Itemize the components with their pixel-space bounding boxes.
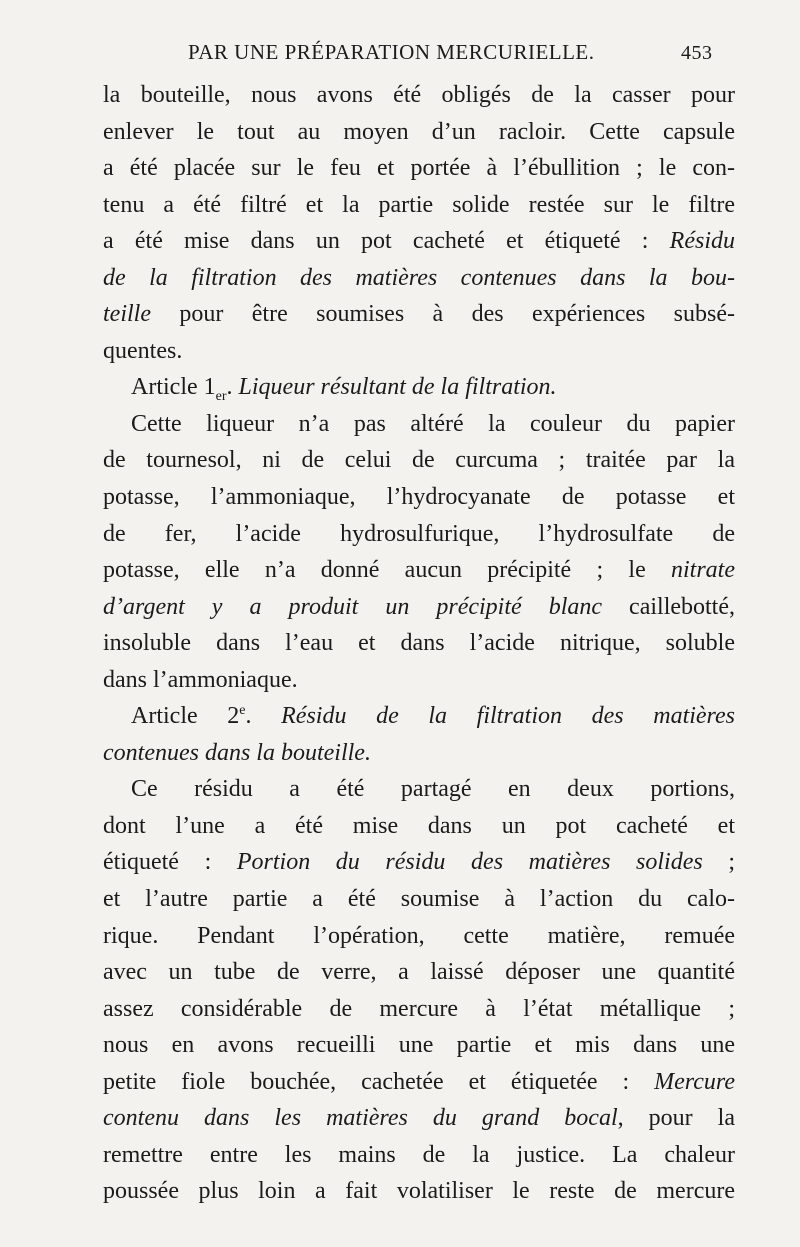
text-line [103, 808, 735, 845]
text-line [103, 918, 735, 955]
ordinal-suffix: e [239, 703, 246, 719]
text-run: et l’autre partie a été soumise à l’action du calo- [103, 886, 735, 913]
text-run: poussée plus loin a fait volatiliser le reste de mercure [103, 1178, 735, 1205]
text-run: Ce résidu a été partagé en deux portions, [131, 776, 735, 803]
italic-text: nitrate [671, 557, 735, 584]
text-run: Article 2 [131, 703, 240, 730]
text-run: potasse, elle n’a donné aucun précipité ; le [103, 557, 671, 584]
text-line [103, 1137, 735, 1174]
text-line [103, 1027, 735, 1064]
text-line [103, 991, 735, 1028]
text-line [103, 1173, 735, 1210]
text-run: enlever le tout au moyen d’un racloir. Cette capsule [103, 118, 735, 145]
text-run: caillebotté, [602, 593, 735, 620]
text-line [103, 954, 735, 991]
text-line [103, 369, 735, 406]
text-line [103, 333, 735, 370]
text-run: rique. Pendant l’opération, cette matière, remuée [103, 922, 735, 949]
text-run: . [226, 374, 239, 401]
italic-text: teille [103, 301, 151, 328]
text-line [103, 552, 735, 589]
text-line [103, 735, 735, 772]
page-header [0, 40, 800, 70]
text-line [103, 296, 735, 333]
text-line [103, 223, 735, 260]
text-run: a été placée sur le feu et portée à l’ébullition ; le con- [103, 155, 735, 182]
text-run: assez considérable de mercure à l’état métallique ; [103, 995, 735, 1022]
text-line [103, 406, 735, 443]
italic-text: d’argent y a produit un précipité blanc [103, 593, 603, 620]
text-line [103, 260, 735, 297]
text-line [103, 114, 735, 151]
text-line [103, 1100, 735, 1137]
text-line [103, 1064, 735, 1101]
text-line [103, 442, 735, 479]
text-line [103, 516, 735, 553]
text-line [103, 698, 735, 735]
ordinal-suffix: er [215, 389, 227, 405]
text-run: dans l’ammoniaque. [103, 666, 298, 693]
text-run: de tournesol, ni de celui de curcuma ; traitée par la [103, 447, 735, 474]
page-number: 453 [681, 42, 713, 64]
italic-text: contenu dans les matières du grand bocal [103, 1105, 618, 1132]
italic-text: Résidu de la filtration des matières [281, 703, 736, 730]
italic-text: Mercure [654, 1068, 735, 1095]
text-run: la bouteille, nous avons été obligés de la casser pour [103, 82, 735, 108]
text-line [103, 771, 735, 808]
text-line [103, 625, 735, 662]
text-run: remettre entre les mains de la justice. La chaleur [103, 1141, 735, 1168]
text-run: de fer, l’acide hydrosulfurique, l’hydrosulfate de [103, 520, 735, 547]
text-run: . [245, 703, 282, 730]
italic-text: Portion du résidu des matières solides [236, 849, 703, 876]
text-line [103, 662, 735, 699]
italic-text: Résidu [669, 228, 735, 255]
text-run: Cette liqueur n’a pas altéré la couleur du papier [131, 410, 735, 437]
text-run: ; [702, 849, 735, 876]
text-line [103, 187, 735, 224]
body-text [103, 77, 735, 1210]
text-run: nous en avons recueilli une partie et mis dans une [103, 1032, 735, 1059]
text-run: avec un tube de verre, a laissé déposer une quantité [103, 959, 735, 986]
italic-text: de la filtration des matières contenues dans la bou- [103, 264, 735, 291]
text-run: étiqueté : [103, 849, 237, 876]
text-run: petite fiole bouchée, cachetée et étiquetée : [103, 1068, 655, 1095]
text-line [103, 589, 735, 626]
text-run: potasse, l’ammoniaque, l’hydrocyanate de potasse et [103, 484, 735, 511]
text-run: dont l’une a été mise dans un pot cacheté et [103, 812, 735, 839]
italic-text: Liqueur résultant de la filtration. [238, 374, 557, 401]
text-line [103, 881, 735, 918]
text-run: , pour la [617, 1105, 735, 1132]
running-title: PAR UNE PRÉPARATION MERCURIELLE. [188, 40, 595, 64]
text-run: pour être soumises à des expériences subsé- [150, 301, 735, 328]
text-line [103, 77, 735, 114]
text-run: tenu a été filtré et la partie solide restée sur le filtre [103, 191, 735, 218]
text-run: quentes. [103, 337, 183, 364]
text-line [103, 844, 735, 881]
text-run: Article 1 [131, 374, 216, 401]
italic-text: contenues dans la bouteille. [103, 739, 371, 766]
text-line [103, 479, 735, 516]
text-line [103, 150, 735, 187]
text-run: a été mise dans un pot cacheté et étiqueté : [103, 228, 670, 255]
text-run: insoluble dans l’eau et dans l’acide nitrique, soluble [103, 630, 735, 657]
